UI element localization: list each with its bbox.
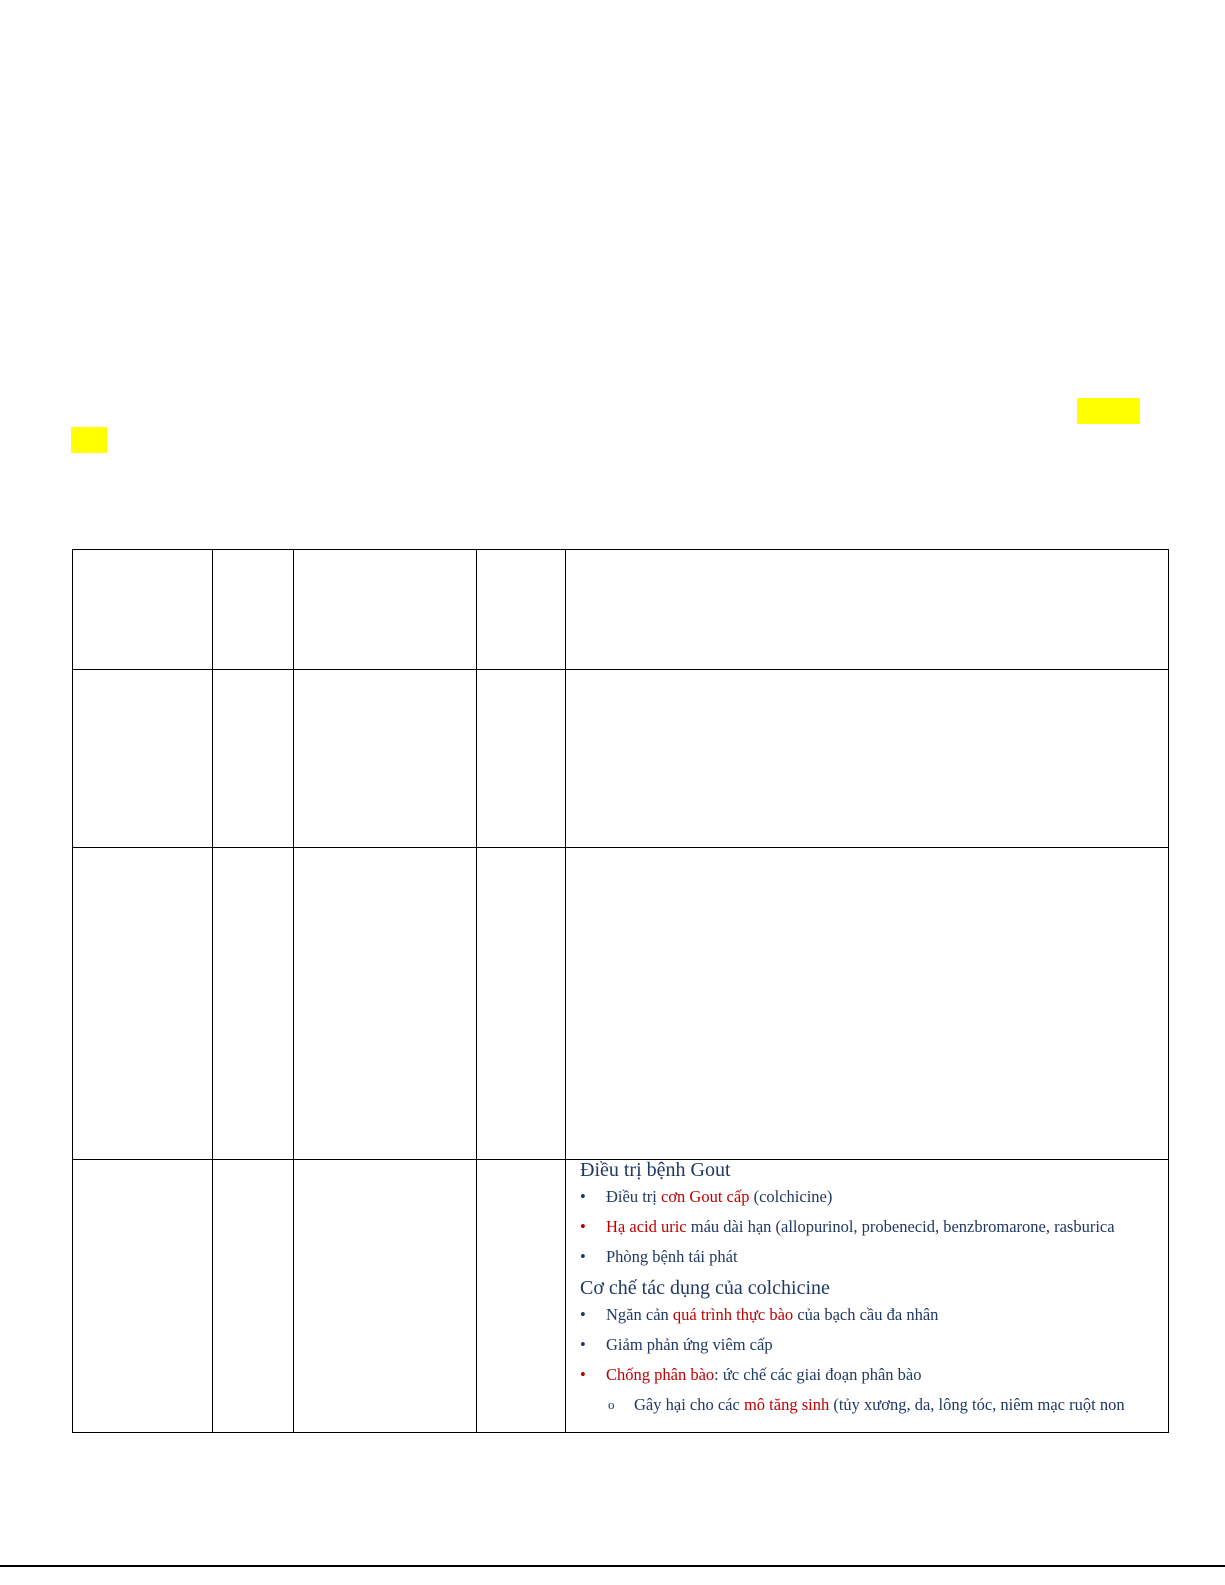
table-cell [294,550,477,670]
table-cell [73,848,213,1160]
table-cell [73,670,213,848]
document-table [72,549,1169,1433]
list-item: • Điều trị cơn Gout cấp (colchicine) [580,1182,1168,1212]
table-cell [213,1160,294,1433]
list-item: • Giảm phản ứng viêm cấp [580,1330,1168,1360]
table-cell [477,848,566,1160]
bullet-icon: • [580,1187,586,1206]
table-cell [294,1160,477,1433]
table-cell [213,670,294,848]
table-cell [566,848,1169,1160]
table-cell [477,550,566,670]
embedded-slide [566,1160,1168,1432]
sub-list-item: o Gây hại cho các mô tăng sinh (tủy xương, da, lông tóc, niêm mạc ruột non [580,1390,1168,1420]
page-bottom-rule [0,1565,1225,1567]
table-cell [477,670,566,848]
table-cell [294,848,477,1160]
bullet-icon: • [580,1305,586,1324]
bullet-icon: • [580,1247,586,1266]
table-cell [294,670,477,848]
table-cell [566,1160,1169,1433]
table-cell [73,1160,213,1433]
slide-heading-colchicine-mechanism: Cơ chế tác dụng của colchicine [580,1277,830,1299]
table-cell [73,550,213,670]
bullet-icon: • [580,1335,586,1354]
text-highlight [1077,398,1140,424]
treatment-list [580,1182,1168,1272]
table-cell [213,848,294,1160]
list-item: • Phòng bệnh tái phát [580,1242,1168,1272]
table-cell [566,670,1169,848]
bullet-icon: • [580,1365,586,1384]
list-item: • Ngăn cản quá trình thực bào của bạch cầu đa nhân [580,1300,1168,1330]
text-highlight [71,427,107,453]
table-row [73,848,1169,1160]
table-cell [213,550,294,670]
table-cell [477,1160,566,1433]
circle-bullet-icon: o [608,1397,615,1412]
table-row [73,550,1169,670]
table-row [73,1160,1169,1433]
list-item: • Hạ acid uric máu dài hạn (allopurinol, probenecid, benzbromarone, rasburica [580,1212,1168,1242]
slide-heading-gout-treatment: Điều trị bệnh Gout [580,1160,731,1181]
table-row [73,670,1169,848]
mechanism-list [580,1300,1168,1420]
list-item: • Chống phân bào: ức chế các giai đoạn phân bào [580,1360,1168,1390]
bullet-icon: • [580,1217,586,1236]
table-cell [566,550,1169,670]
